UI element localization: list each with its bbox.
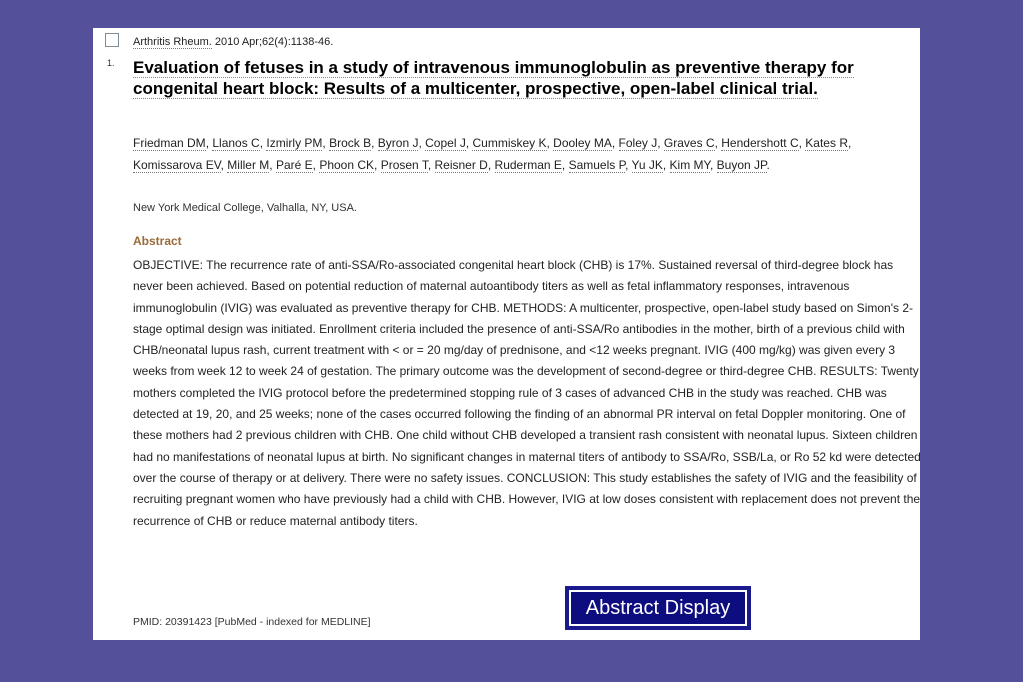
author-link[interactable]: Brock B <box>329 136 372 150</box>
author-separator: , <box>427 157 435 172</box>
author-separator: , <box>611 136 619 150</box>
author-list <box>133 133 913 176</box>
author-separator: , <box>418 136 426 150</box>
author-link[interactable]: Llanos C <box>212 136 260 150</box>
author-separator: , <box>625 157 632 172</box>
citation-details: 2010 Apr;62(4):1138-46. <box>211 36 334 48</box>
author-separator: , <box>546 136 554 150</box>
author-link[interactable]: Foley J <box>618 136 658 150</box>
author-link[interactable]: Prosen T <box>380 157 428 172</box>
author-separator: , <box>259 136 267 150</box>
abstract-display-callout <box>565 586 751 630</box>
author-link[interactable]: Miller M <box>227 157 270 172</box>
author-separator: , <box>798 136 806 150</box>
author-link[interactable]: Hendershott C <box>721 136 799 150</box>
author-separator: , <box>220 157 228 172</box>
article-title-text: Evaluation of fetuses in a study of intravenous immunoglobulin as preventive therapy for congenital heart block: Results of a multicenter, prospective, open-label clinical trial. <box>133 58 854 98</box>
author-link[interactable]: Ruderman E <box>494 157 562 172</box>
author-separator: , <box>710 157 717 172</box>
author-list-end: . <box>766 157 770 172</box>
author-link[interactable]: Byron J <box>377 136 419 150</box>
author-link[interactable]: Izmirly PM <box>266 136 323 150</box>
author-separator: , <box>269 157 276 172</box>
author-link[interactable]: Komissarova EV <box>133 157 221 172</box>
author-link[interactable]: Paré E <box>275 157 313 172</box>
pubmed-record-panel <box>93 28 920 640</box>
author-separator: , <box>657 136 664 150</box>
author-separator: , <box>714 136 722 150</box>
author-separator: , <box>487 157 495 172</box>
author-separator: , <box>371 136 378 150</box>
journal-link[interactable]: Arthritis Rheum. <box>133 36 212 48</box>
author-separator: , <box>205 136 213 150</box>
abstract-text: OBJECTIVE: The recurrence rate of anti-SSA/Ro-associated congenital heart block (CHB) is 17%. Sustained reversal of third-degree block has never been achieved. Based on potential reduction of maternal autoantibody titers as well as fetal inflammatory responses, intravenous immunoglobulin (IVIG) was evaluated as preventive therapy for CHB. METHODS: A multicenter, prospective, open-label study based on Simon's 2-stage optimal design was initiated. Enrollment criteria included the presence of anti-SSA/Ro antibodies in the mother, birth of a previous child with CHB/neonatal lupus rash, current treatment with < or = 20 mg/day of prednisone, and <12 weeks pregnant. IVIG (400 mg/kg) was given every 3 weeks from week 12 to week 24 of gestation. The primary outcome was the development of second-degree or third-degree CHB. RESULTS: Twenty mothers completed the IVIG protocol before the predetermined stopping rule of 3 cases of advanced CHB in the study was reached. CHB was detected at 19, 20, and 25 weeks; none of the cases occurred following the finding of an abnormal PR interval on fetal Doppler monitoring. One of these mothers had 2 previous children with CHB. One child without CHB developed a transient rash consistent with neonatal lupus. Sixteen children had no manifestations of neonatal lupus at birth. No significant changes in maternal titers of antibody to SSA/Ro, SSB/La, or Ro 52 kd were detected over the course of therapy or at delivery. There were no safety issues. CONCLUSION: This study establishes the safety of IVIG and the feasibility of recruiting pregnant women who have previously had a child with CHB. However, IVIG at low doses consistent with replacement does not prevent the recurrence of CHB or reduce maternal antibody titers. <box>133 258 921 528</box>
pmid-line: PMID: 20391423 [PubMed - indexed for MEDLINE] <box>133 616 371 628</box>
author-link[interactable]: Kates R <box>805 136 848 150</box>
author-separator: , <box>374 157 381 172</box>
callout-label: Abstract Display <box>571 592 745 624</box>
select-record-checkbox[interactable] <box>105 33 119 47</box>
author-link[interactable]: Copel J <box>425 136 466 150</box>
author-separator: , <box>847 136 852 150</box>
author-link[interactable]: Yu JK <box>631 157 663 172</box>
author-separator: , <box>662 157 670 172</box>
author-link[interactable]: Cummiskey K <box>472 136 547 150</box>
author-link[interactable]: Buyon JP <box>716 157 767 172</box>
author-separator: , <box>312 157 320 172</box>
author-separator: , <box>322 136 330 150</box>
author-link[interactable]: Kim MY <box>669 157 710 172</box>
author-link[interactable]: Phoon CK <box>319 157 375 172</box>
author-separator: , <box>465 136 473 150</box>
author-link[interactable]: Reisner D <box>434 157 488 172</box>
citation <box>133 36 333 48</box>
author-link[interactable]: Graves C <box>663 136 715 150</box>
author-link[interactable]: Dooley MA <box>553 136 612 150</box>
author-separator: , <box>561 157 569 172</box>
affiliation: New York Medical College, Valhalla, NY, USA. <box>133 202 357 214</box>
record-number: 1. <box>107 58 115 68</box>
abstract-heading: Abstract <box>133 234 182 248</box>
article-title <box>133 57 913 99</box>
author-link[interactable]: Friedman DM <box>133 136 206 150</box>
author-link[interactable]: Samuels P <box>568 157 626 172</box>
